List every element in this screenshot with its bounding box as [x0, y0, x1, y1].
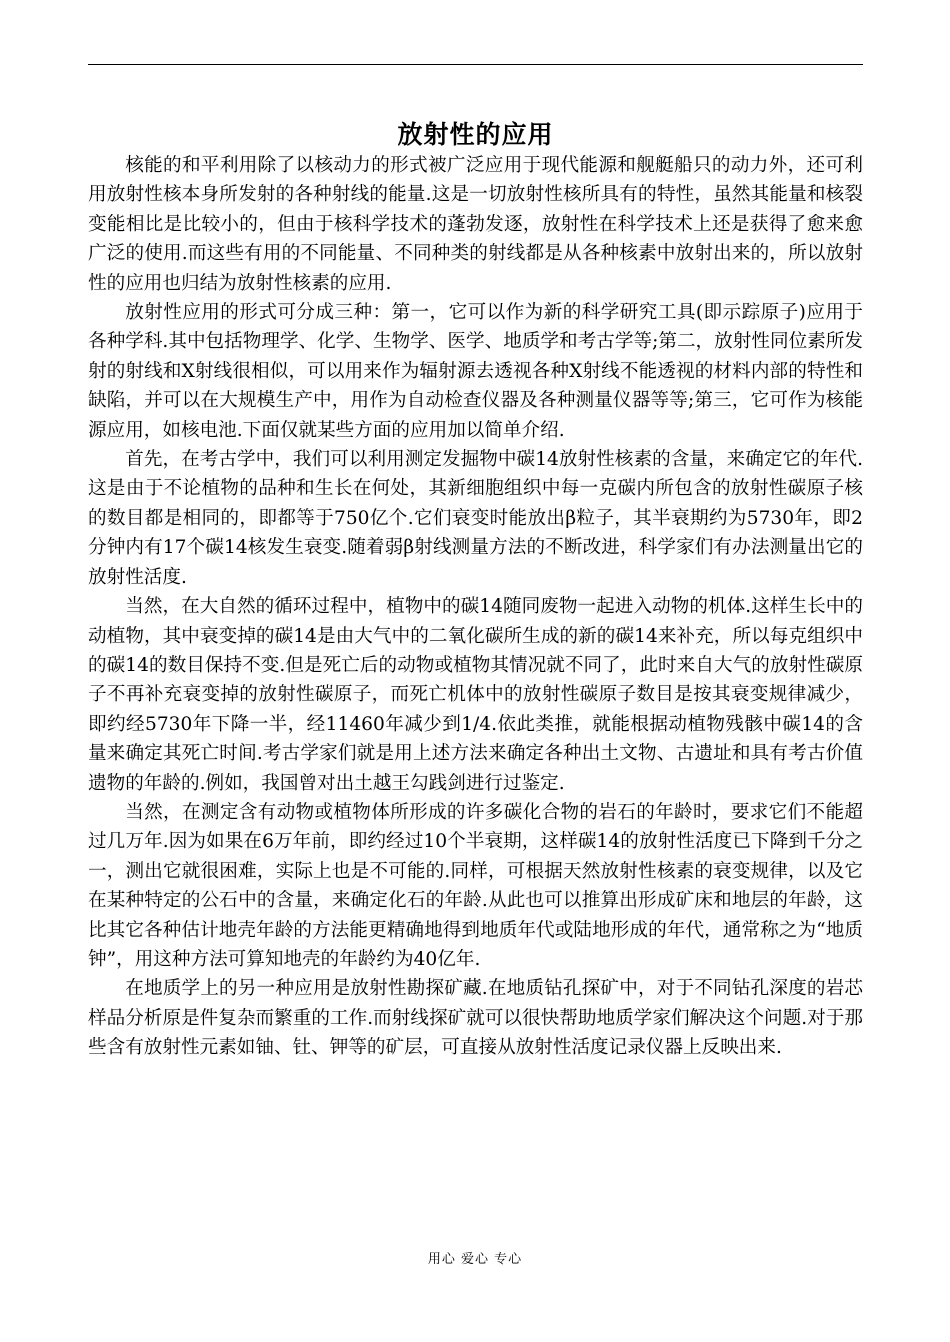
- paragraph: 当然，在测定含有动物或植物体所形成的许多碳化合物的岩石的年龄时，要求它们不能超过几万年.因为如果在6万年前，即约经过10个半衰期，这样碳14的放射性活度已下降到千分之一，测出它就很困难，实际上也是不可能的.同样，可根据天然放射性核素的衰变规律，以及它在某种特定的公石中的含量，来确定化石的年龄.从此也可以推算出形成矿床和地层的年龄，这比其它各种估计地壳年龄的方法能更精确地得到地质年代或陆地形成的年代，通常称之为“地质钟”，用这种方法可算知地壳的年龄约为40亿年.: [88, 801, 863, 970]
- document-body: [88, 151, 863, 1063]
- paragraph: 核能的和平利用除了以核动力的形式被广泛应用于现代能源和舰艇船只的动力外，还可利用放射性核本身所发射的各种射线的能量.这是一切放射性核所具有的特性，虽然其能量和核裂变能相比是比较小的，但由于核科学技术的蓬勃发逐，放射性在科学技术上还是获得了愈来愈广泛的使用.而这些有用的不同能量、不同种类的射线都是从各种核素中放射出来的，所以放射性的应用也归结为放射性核素的应用.: [88, 155, 863, 294]
- document-title: 放射性的应用: [397, 120, 554, 149]
- paragraph: 在地质学上的另一种应用是放射性勘探矿藏.在地质钻孔探矿中，对于不同钻孔深度的岩芯样品分析原是件复杂而繁重的工作.而射线探矿就可以很快帮助地质学家们解决这个问题.对于那些含有放射性元素如铀、钍、钾等的矿层，可直接从放射性活度记录仪器上反映出来.: [88, 978, 863, 1059]
- header-rule: [88, 64, 863, 65]
- paragraph: 首先，在考古学中，我们可以利用测定发掘物中碳14放射性核素的含量，来确定它的年代.这是由于不论植物的品种和生长在何处，其新细胞组织中每一克碳内所包含的放射性碳原子核的数目都是相同的，即都等于750亿个.它们衰变时能放出β粒子，其半衰期约为5730年，即2分钟内有17个碳14核发生衰变.随着弱β射线测量方法的不断改进，科学家们有办法测量出它的放射性活度.: [88, 449, 863, 588]
- paragraph: 当然，在大自然的循环过程中，植物中的碳14随同废物一起进入动物的机体.这样生长中的动植物，其中衰变掉的碳14是由大气中的二氧化碳所生成的新的碳14来补充，所以每克组织中的碳14的数目保持不变.但是死亡后的动物或植物其情况就不同了，此时来自大气的放射性碳原子不再补充衰变掉的放射性碳原子，而死亡机体中的放射性碳原子数目是按其衰变规律减少，即约经5730年下降一半，经11460年减少到1/4.依此类推，就能根据动植物残骸中碳14的含量来确定其死亡时间.考古学家们就是用上述方法来确定各种出土文物、古遗址和具有考古价值遗物的年龄的.例如，我国曾对出土越王勾践剑进行过鉴定.: [88, 596, 863, 794]
- paragraph: 放射性应用的形式可分成三种：第一，它可以作为新的科学研究工具(即示踪原子)应用于各种学科.其中包括物理学、化学、生物学、医学、地质学和考古学等;第二，放射性同位素所发射的射线和X射线很相似，可以用来作为辐射源去透视各种X射线不能透视的材料内部的特性和缺陷，并可以在大规模生产中，用作为自动检查仪器及各种测量仪器等等;第三，它可作为核能源应用，如核电池.下面仅就某些方面的应用加以简单介绍.: [88, 302, 863, 441]
- page-footer: 用心 爱心 专心: [427, 1252, 523, 1267]
